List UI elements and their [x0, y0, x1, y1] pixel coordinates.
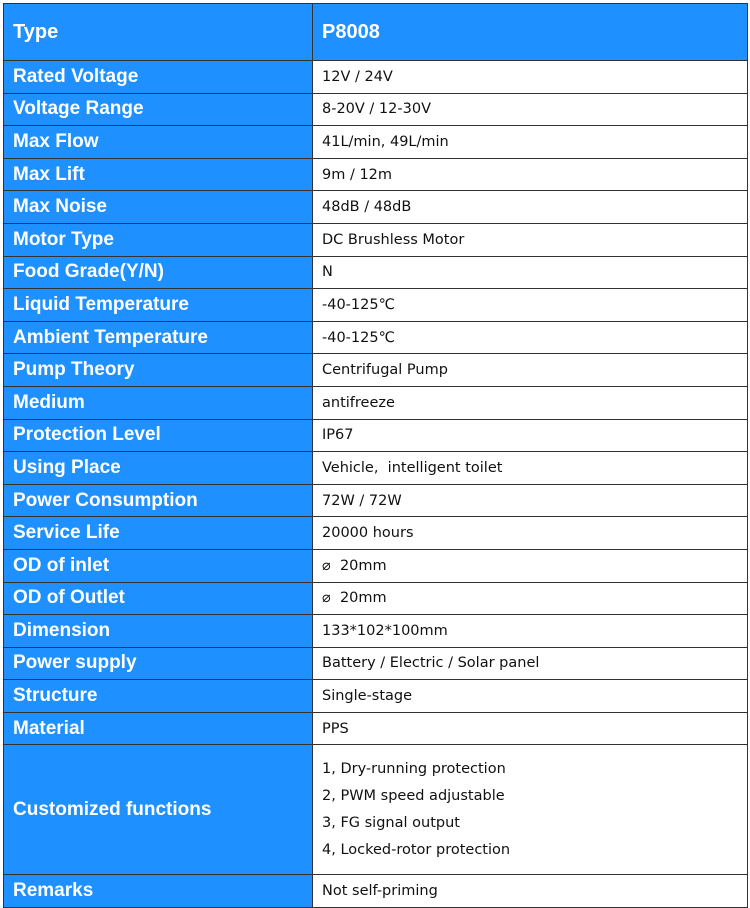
spec-label: Material — [4, 712, 313, 745]
spec-value: ⌀ 20mm — [313, 549, 748, 582]
spec-row-max-lift — [4, 158, 748, 191]
spec-row-max-flow — [4, 126, 748, 159]
spec-row-pump-theory — [4, 354, 748, 387]
spec-label: Power supply — [4, 647, 313, 680]
spec-label: Ambient Temperature — [4, 321, 313, 354]
spec-row-structure — [4, 680, 748, 713]
spec-value: DC Brushless Motor — [313, 223, 748, 256]
spec-label: Protection Level — [4, 419, 313, 452]
spec-value: -40-125℃ — [313, 321, 748, 354]
type-header: Type — [4, 4, 313, 61]
spec-label: Using Place — [4, 452, 313, 485]
spec-value: Centrifugal Pump — [313, 354, 748, 387]
spec-row-service-life — [4, 517, 748, 550]
list-item: 4, Locked-rotor protection — [322, 841, 511, 858]
spec-label: Motor Type — [4, 223, 313, 256]
spec-row-voltage-range — [4, 93, 748, 126]
spec-label: Rated Voltage — [4, 61, 313, 94]
spec-row-liquid-temperature — [4, 289, 748, 322]
spec-row-food-grade — [4, 256, 748, 289]
spec-value: antifreeze — [313, 386, 748, 419]
spec-row-power-supply — [4, 647, 748, 680]
spec-label: OD of inlet — [4, 549, 313, 582]
spec-label: Dimension — [4, 615, 313, 648]
spec-value: 133*102*100mm — [313, 615, 748, 648]
spec-row-max-noise — [4, 191, 748, 224]
spec-value: 72W / 72W — [313, 484, 748, 517]
model-header: P8008 — [313, 4, 748, 61]
spec-label: Max Lift — [4, 158, 313, 191]
spec-row-od-outlet — [4, 582, 748, 615]
spec-label: OD of Outlet — [4, 582, 313, 615]
customized-functions-list — [313, 745, 748, 875]
header-row — [4, 4, 748, 61]
spec-value: -40-125℃ — [313, 289, 748, 322]
spec-label: Food Grade(Y/N) — [4, 256, 313, 289]
list-item: 1, Dry-running protection — [322, 760, 506, 777]
spec-value: 20000 hours — [313, 517, 748, 550]
spec-label: Max Flow — [4, 126, 313, 159]
spec-row-dimension — [4, 615, 748, 648]
spec-value: 41L/min, 49L/min — [313, 126, 748, 159]
spec-row-rated-voltage — [4, 61, 748, 94]
spec-label: Voltage Range — [4, 93, 313, 126]
spec-row-medium — [4, 386, 748, 419]
list-item: 2, PWM speed adjustable — [322, 787, 505, 804]
spec-value: IP67 — [313, 419, 748, 452]
spec-value: Not self-priming — [313, 875, 748, 908]
spec-label: Medium — [4, 386, 313, 419]
spec-value: 8-20V / 12-30V — [313, 93, 748, 126]
spec-row-ambient-temperature — [4, 321, 748, 354]
spec-label: Power Consumption — [4, 484, 313, 517]
spec-label: Structure — [4, 680, 313, 713]
spec-row-remarks — [4, 875, 748, 908]
spec-value: Single-stage — [313, 680, 748, 713]
spec-value: 48dB / 48dB — [313, 191, 748, 224]
spec-value: 9m / 12m — [313, 158, 748, 191]
spec-row-power-consumption — [4, 484, 748, 517]
spec-value: 12V / 24V — [313, 61, 748, 94]
spec-value: PPS — [313, 712, 748, 745]
spec-label: Service Life — [4, 517, 313, 550]
spec-row-od-inlet — [4, 549, 748, 582]
spec-value: Vehicle, intelligent toilet — [313, 452, 748, 485]
spec-value: N — [313, 256, 748, 289]
spec-row-material — [4, 712, 748, 745]
spec-label: Pump Theory — [4, 354, 313, 387]
spec-row-using-place — [4, 452, 748, 485]
spec-row-protection-level — [4, 419, 748, 452]
spec-value: ⌀ 20mm — [313, 582, 748, 615]
spec-table-body — [4, 4, 748, 908]
list-item: 3, FG signal output — [322, 814, 460, 831]
spec-label: Remarks — [4, 875, 313, 908]
spec-label: Customized functions — [4, 745, 313, 875]
spec-label: Max Noise — [4, 191, 313, 224]
spec-value: Battery / Electric / Solar panel — [313, 647, 748, 680]
spec-row-customized-functions — [4, 745, 748, 875]
spec-table — [3, 3, 748, 908]
spec-row-motor-type — [4, 223, 748, 256]
spec-label: Liquid Temperature — [4, 289, 313, 322]
